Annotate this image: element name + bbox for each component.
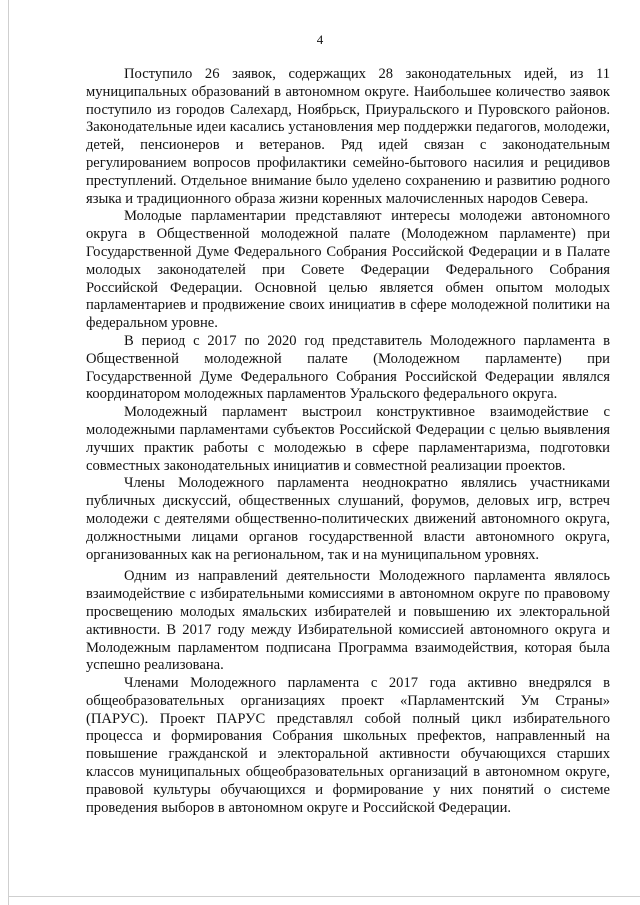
paragraph: Поступило 26 заявок, содержащих 28 законодательных идей, из 11 муниципальных образований в автономном округе. Наибольшее количество заявок поступило из городов Салехард, Ноябрьск, Приуральского и Пуровского районов. Законодательные идеи касались установления мер поддержки педагогов, молодежи, детей, пенсионеров и ветеранов. Ряд идей связан с законодательным регулированием вопросов профилактики семейно-бытового насилия и рецидивов преступлений. Отдельное внимание было уделено сохранению и развитию родного языка и традиционного образа жизни коренных малочисленных народов Севера. <box>86 66 610 207</box>
document-body <box>86 66 610 817</box>
page-number: 4 <box>316 32 324 47</box>
scan-edge-bottom <box>8 896 640 897</box>
paragraph: В период с 2017 по 2020 год представитель Молодежного парламента в Общественной молодежной палате (Молодежном парламенте) при Государственной Думе Федерального Собрания Российской Федерации являлся координатором молодежных парламентов Уральского федерального округа. <box>86 332 610 403</box>
paragraph: Молодые парламентарии представляют интересы молодежи автономного округа в Общественной молодежной палате (Молодежном парламенте) при Государственной Думе Федерального Собрания Российской Федерации и в Палате молодых законодателей при Совете Федерации Федерального Собрания Российской Федерации. Основной целью является обмен опытом молодых парламентариев и продвижение своих инициатив в сфере молодежной политики на федеральном уровне. <box>86 208 610 332</box>
paragraph: Члены Молодежного парламента неоднократно являлись участниками публичных дискуссий, общественных слушаний, форумов, деловых игр, встреч молодежи с деятелями общественно-политических движений автономного округа, должностными лицами органов государственной власти автономного округа, организованных как на региональном, так и на муниципальном уровнях. <box>86 475 610 563</box>
scan-edge-left <box>8 0 9 905</box>
paragraph: Членами Молодежного парламента с 2017 года активно внедрялся в общеобразовательных организациях проект «Парламентский Ум Страны» (ПАРУС). Проект ПАРУС представлял собой полный цикл избирательного процесса и формирования Собрания школьных префектов, направленный на повышение гражданской и электоральной активности обучающихся старших классов муниципальных общеобразовательных организаций в автономном округе, правовой культуры обучающихся и формирование у них понятий о системе проведения выборов в автономном округе и Российской Федерации. <box>86 675 610 816</box>
paragraph: Молодежный парламент выстроил конструктивное взаимодействие с молодежными парламентами субъектов Российской Федерации с целью выявления лучших практик работы с молодежью в сфере парламентаризма, подготовки совместных законодательных инициатив и совместной реализации проектов. <box>86 404 610 474</box>
paragraph: Одним из направлений деятельности Молодежного парламента являлось взаимодействие с избирательными комиссиями в автономном округе по правовому просвещению молодых ямальских избирателей и повышению их электоральной активности. В 2017 году между Избирательной комиссией автономного округа и Молодежным парламентом подписана Программа взаимодействия, которая была успешно реализована. <box>86 568 610 674</box>
